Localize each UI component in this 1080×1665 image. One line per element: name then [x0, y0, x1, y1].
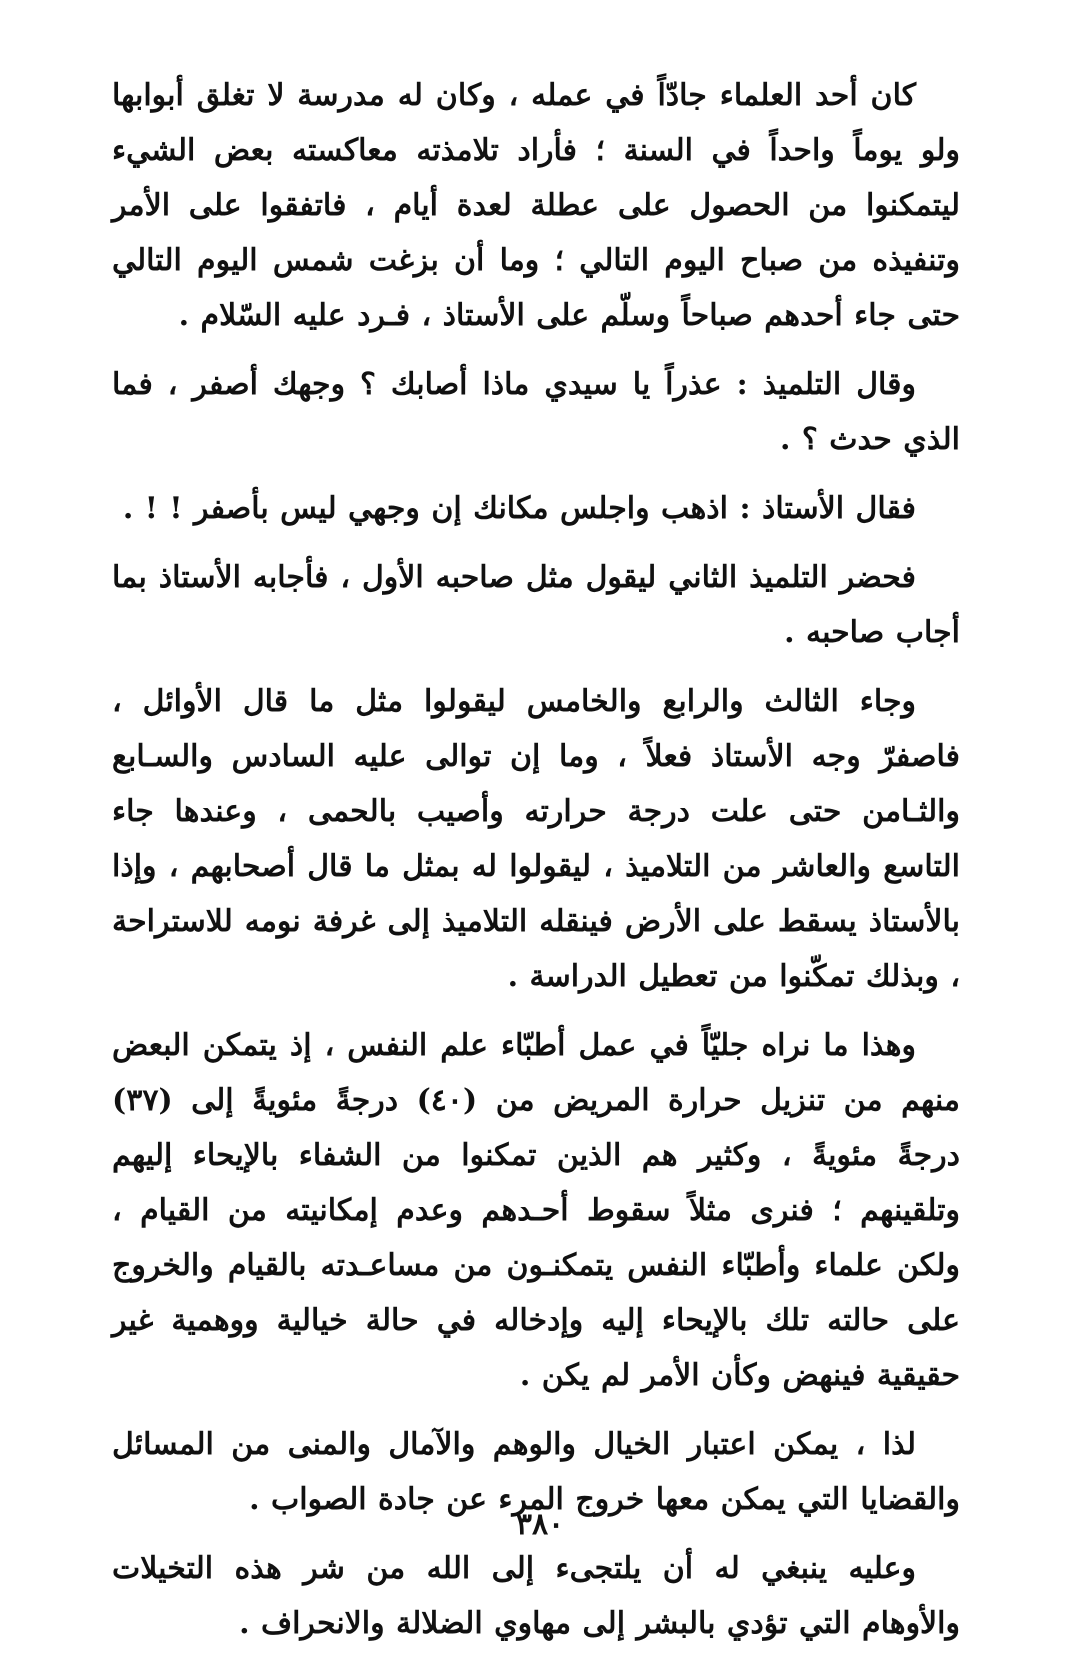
paragraph-8: وعليه ينبغي له أن يلتجىء إلى الله من شر هذه التخيلات والأوهام التي تؤدي بالبشر إلى مهاوي الضلالة والانحراف . — [112, 1551, 960, 1641]
paragraph-6: وهذا ما نراه جليّاً في عمل أطبّاء علم النفس ، إذ يتمكن البعض منهم من تنزيل حرارة المريض من (٤٠) درجةً مئويةً إلى (٣٧) درجةً مئويةً ، وكثير هم الذين تمكنوا من الشفاء بالإيحاء إليهم وتلقينهم ؛ فنرى مثلاً سقوط أحـدهم وعدم إمكانيته من القيام ، ولكن علماء وأطبّاء النفس يتمكنـون من مساعـدته بالقيام والخروج على حالته تلك بالإيحاء إليه وإدخاله في حالة خيالية ووهمية غير حقيقية فينهض وكأن الأمر لم يكن . — [112, 1028, 960, 1393]
paragraph-3: فقال الأستاذ : اذهب واجلس مكانك إن وجهي ليس بأصفر ! ! . — [122, 491, 916, 526]
paragraph-7: لذا ، يمكن اعتبار الخيال والوهم والآمال والمنى من المسائل والقضايا التي يمكن معها خروج المرء عن جادة الصواب . — [112, 1427, 960, 1517]
paragraph-2: وقال التلميذ : عذراً يا سيدي ماذا أصابك ؟ وجهك أصفر ، فما الذي حدث ؟ . — [112, 367, 960, 457]
page-number: ٣٨٠ — [515, 1507, 565, 1542]
paragraph-5: وجاء الثالث والرابع والخامس ليقولوا مثل ما قال الأوائل ، فاصفرّ وجه الأستاذ فعلاً ، وما إن توالى عليه السادس والسـابع والثـامن حتى علت درجة حرارته وأصيب بالحمى ، وعندها جاء التاسع والعاشر من التلاميذ ، ليقولوا له بمثل ما قال أصحابهم ، وإذا بالأستاذ يسقط على الأرض فينقله التلاميذ إلى غرفة نومه للاستراحة ، وبذلك تمكّنوا من تعطيل الدراسة . — [112, 684, 960, 994]
paragraph-4: فحضر التلميذ الثاني ليقول مثل صاحبه الأول ، فأجابه الأستاذ بما أجاب صاحبه . — [112, 560, 960, 650]
paragraph-1: كان أحد العلماء جادّاً في عمله ، وكان له مدرسة لا تغلق أبوابها ولو يوماً واحداً في السنة ؛ فأراد تلامذته معاكسته بعض الشيء ليتمكنوا من الحصول على عطلة لعدة أيام ، فاتفقوا على الأمر وتنفيذه من صباح اليوم التالي ؛ وما أن بزغت شمس اليوم التالي حتى جاء أحدهم صباحاً وسلّم على الأستاذ ، فـرد عليه السّلام . — [112, 78, 960, 333]
body-text — [112, 68, 960, 1665]
